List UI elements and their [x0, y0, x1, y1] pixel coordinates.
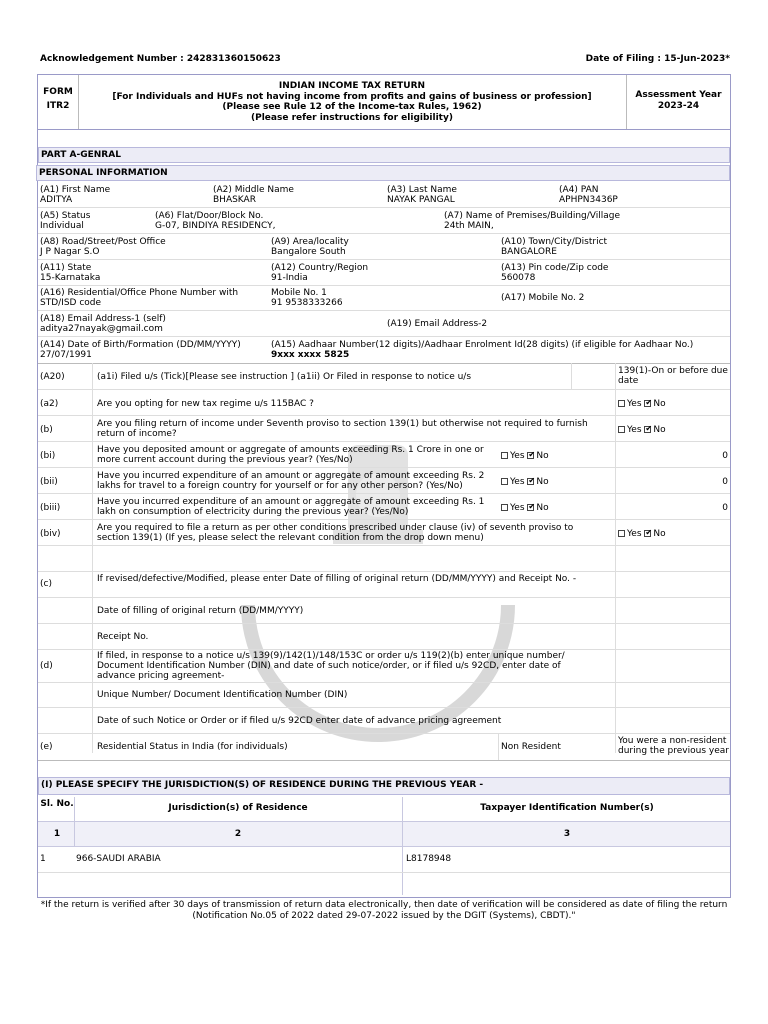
- no-label: No: [653, 425, 666, 435]
- b-text: Are you filing return of income under Seventh proviso to section 139(1) but otherwise not required to furnish return of income?: [97, 419, 588, 439]
- assessment-year-value: 2023-24: [657, 101, 700, 111]
- bii-amount: 0: [722, 477, 728, 487]
- bii-text: Have you incurred expenditure of an amount or aggregate of amount exceeding Rs. 2 lakhs for travel to a foreign country for yourself or for any other person? (Yes/No): [97, 471, 485, 491]
- assessment-year-label: Assessment Year: [635, 90, 722, 100]
- a2-text: Are you opting for new tax regime u/s 115BAC ?: [97, 399, 314, 409]
- no-checkbox-checked[interactable]: [527, 452, 534, 459]
- acknowledgement-bar: [40, 54, 730, 64]
- yes-checkbox[interactable]: [501, 452, 508, 459]
- middle-name-field: [213, 185, 294, 205]
- d-code: (d): [40, 661, 53, 671]
- pan-value: APHPN3436P: [559, 195, 618, 205]
- no-label: No: [536, 503, 549, 513]
- jurisdiction-row-tin: L8178948: [406, 854, 452, 864]
- bi-code: (bi): [40, 451, 56, 461]
- jurisdiction-row-sl: 1: [40, 854, 46, 864]
- yes-checkbox[interactable]: [501, 504, 508, 511]
- email2-label: (A19) Email Address-2: [387, 319, 488, 329]
- e-text: Residential Status in India (for individuals): [97, 742, 288, 752]
- bii-code: (bii): [40, 477, 58, 487]
- c-code: (c): [40, 579, 52, 589]
- state-value: 15-Karnataka: [40, 273, 101, 283]
- status-field: [40, 211, 90, 231]
- bi-text: Have you deposited amount or aggregate of amounts exceeding Rs. 1 Crore in one or more current account during the previous year? (Yes/No): [97, 445, 484, 465]
- yes-checkbox[interactable]: [618, 530, 625, 537]
- town-city-value: BANGALORE: [501, 247, 557, 257]
- col-number: 1: [53, 829, 61, 839]
- acknowledgement-number: Acknowledgement Number : 242831360150623: [40, 54, 281, 64]
- country-value: 91-India: [271, 273, 308, 283]
- form-header: [38, 75, 730, 130]
- first-name-label: (A1) First Name: [40, 185, 111, 195]
- new-regime-yesno: [618, 399, 666, 409]
- title-line: (Please refer instructions for eligibility): [251, 112, 453, 123]
- road-street-value: J P Nagar S.O: [40, 247, 100, 257]
- biii-amount: 0: [722, 503, 728, 513]
- email1-value: aditya27nayak@gmail.com: [40, 324, 163, 334]
- flat-door-value: G-07, BINDIYA RESIDENCY,: [155, 221, 276, 231]
- yes-label: Yes: [510, 477, 525, 487]
- aadhaar-field: [271, 340, 693, 360]
- biv-yesno: [618, 529, 666, 539]
- c-text: If revised/defective/Modified, please enter Date of filling of original return (DD/MM/YYYY) and Receipt No. -: [97, 574, 577, 584]
- bi-yesno: [501, 451, 549, 461]
- state-field: [40, 263, 100, 283]
- title-line: [For Individuals and HUFs not having income from profits and gains of business or profession]: [112, 91, 592, 102]
- e-code: (e): [40, 742, 53, 752]
- aadhaar-label: (A15) Aadhaar Number(12 digits)/Aadhaar Enrolment Id(28 digits) (if eligible for Aadhaar No.): [271, 340, 694, 350]
- assessment-year-box: [626, 75, 730, 129]
- residential-status-note: You were a non-resident during the previous year: [618, 736, 729, 756]
- middle-name-value: BHASKAR: [213, 195, 256, 205]
- last-name-label: (A3) Last Name: [387, 185, 457, 195]
- pincode-value: 560078: [501, 273, 536, 283]
- yes-checkbox[interactable]: [618, 400, 625, 407]
- jurisdiction-heading: (I) PLEASE SPECIFY THE JURISDICTION(S) OF RESIDENCE DURING THE PREVIOUS YEAR -: [38, 777, 730, 795]
- mobile1-value: 91 9538333266: [271, 298, 343, 308]
- last-name-field: [387, 185, 457, 205]
- town-city-field: [501, 237, 607, 257]
- area-field: [271, 237, 349, 257]
- premises-label: (A7) Name of Premises/Building/Village: [444, 211, 621, 221]
- no-label: No: [653, 399, 666, 409]
- title-line: INDIAN INCOME TAX RETURN: [278, 81, 426, 91]
- dob-field: [40, 340, 241, 360]
- biii-yesno: [501, 503, 549, 513]
- state-label: (A11) State: [40, 263, 92, 273]
- no-label: No: [536, 451, 549, 461]
- biii-code: (biii): [40, 503, 61, 513]
- biii-text: Have you incurred expenditure of an amount or aggregate of amount exceeding Rs. 1 lakh on consumption of electricity during the previous year? (Yes/No): [97, 497, 485, 517]
- mobile1-label: Mobile No. 1: [271, 288, 327, 298]
- mobile1-field: [271, 288, 343, 308]
- c-original-date-label: Date of filling of original return (DD/MM/YYYY): [97, 606, 304, 616]
- col-header-sl-no: Sl. No.: [40, 799, 74, 809]
- filing-date: Date of Filing : 15-Jun-2023*: [585, 54, 730, 64]
- yes-label: Yes: [510, 503, 525, 513]
- footnote: *If the return is verified after 30 days of transmission of return data electronically, then date of verification will be considered as date of filing the return (Notification No.05 of 2022 dated 29-07-2022 issued by the DGIT (Systems), CBDT).": [40, 900, 728, 921]
- c-receipt-label: Receipt No.: [97, 632, 149, 642]
- return-form: [37, 74, 731, 898]
- premises-field: [444, 211, 620, 231]
- town-city-label: (A10) Town/City/District: [501, 237, 608, 247]
- d-notice-date-label: Date of such Notice or Order or if filed u/s 92CD enter date of advance pricing agreement: [97, 716, 502, 726]
- biv-text: Are you required to file a return as per other conditions prescribed under clause (iv) of seventh proviso to section 139(1) (If yes, please select the relevant condition from the drop down menu): [97, 523, 574, 543]
- yes-label: Yes: [627, 529, 642, 539]
- col-number: 2: [234, 829, 242, 839]
- email1-label: (A18) Email Address-1 (self): [40, 314, 166, 324]
- pincode-field: [501, 263, 608, 283]
- middle-name-label: (A2) Middle Name: [213, 185, 294, 195]
- residential-status-value: Non Resident: [501, 742, 561, 752]
- form-label: FORM: [43, 87, 73, 97]
- b-code: (b): [40, 425, 53, 435]
- pan-field: [559, 185, 618, 205]
- no-label: No: [536, 477, 549, 487]
- form-title: [78, 75, 626, 129]
- d-text: If filed, in response to a notice u/s 139(9)/142(1)/148/153C or order u/s 119(2)(b) enter unique number/ Document Identification Number (DIN) and date of such notice/order, or if filed u/s 92CD, enter date of advance pricing agreement-: [97, 651, 565, 681]
- mobile2-label: (A17) Mobile No. 2: [501, 293, 585, 303]
- yes-checkbox[interactable]: [501, 478, 508, 485]
- dob-label: (A14) Date of Birth/Formation (DD/MM/YYYY): [40, 340, 241, 350]
- title-line: (Please see Rule 12 of the Income-tax Rules, 1962): [222, 102, 482, 112]
- bii-yesno: [501, 477, 549, 487]
- last-name-value: NAYAK PANGAL: [387, 195, 455, 205]
- part-a-heading: PART A-GENRAL: [38, 147, 730, 163]
- road-street-label: (A8) Road/Street/Post Office: [40, 237, 166, 247]
- area-value: Bangalore South: [271, 247, 346, 257]
- jurisdiction-row-country: 966-SAUDI ARABIA: [76, 854, 161, 864]
- col-number: 3: [563, 829, 571, 839]
- no-checkbox-checked[interactable]: [644, 400, 651, 407]
- yes-label: Yes: [627, 399, 642, 409]
- area-label: (A9) Area/locality: [271, 237, 349, 247]
- yes-label: Yes: [510, 451, 525, 461]
- personal-information-heading: PERSONAL INFORMATION: [36, 165, 730, 181]
- pincode-label: (A13) Pin code/Zip code: [501, 263, 609, 273]
- seventh-proviso-yesno: [618, 425, 666, 435]
- country-label: (A12) Country/Region: [271, 263, 369, 273]
- yes-label: Yes: [627, 425, 642, 435]
- no-checkbox-checked[interactable]: [527, 478, 534, 485]
- first-name-field: [40, 185, 110, 205]
- a20-code: (A20): [40, 372, 65, 382]
- no-checkbox-checked[interactable]: [644, 530, 651, 537]
- form-code: ITR2: [46, 101, 70, 111]
- col-header-jurisdiction: Jurisdiction(s) of Residence: [168, 803, 308, 813]
- no-checkbox-checked[interactable]: [527, 504, 534, 511]
- no-label: No: [653, 529, 666, 539]
- dob-value: 27/07/1991: [40, 350, 92, 360]
- first-name-value: ADITYA: [40, 195, 73, 205]
- phone-field: (A16) Residential/Office Phone Number with STD/ISD code: [40, 288, 239, 308]
- road-street-field: [40, 237, 166, 257]
- form-id-box: [38, 75, 79, 129]
- premises-value: 24th MAIN,: [444, 221, 494, 231]
- flat-door-field: [155, 211, 276, 231]
- a20-filed-under: 139(1)-On or before due date: [618, 366, 728, 386]
- bi-amount: 0: [722, 451, 728, 461]
- email1-field: [40, 314, 166, 334]
- country-field: [271, 263, 368, 283]
- status-value: Individual: [40, 221, 84, 231]
- pan-label: (A4) PAN: [559, 185, 599, 195]
- biv-code: (biv): [40, 529, 61, 539]
- d-din-label: Unique Number/ Document Identification Number (DIN): [97, 690, 348, 700]
- no-checkbox-checked[interactable]: [644, 426, 651, 433]
- flat-door-label: (A6) Flat/Door/Block No.: [155, 211, 264, 221]
- col-header-tin: Taxpayer Identification Number(s): [480, 803, 654, 813]
- status-label: (A5) Status: [40, 211, 91, 221]
- aadhaar-value: 9xxx xxxx 5825: [271, 350, 350, 360]
- yes-checkbox[interactable]: [618, 426, 625, 433]
- a20-text: (a1i) Filed u/s (Tick)[Please see instruction ] (a1ii) Or Filed in response to notice u/s: [97, 372, 472, 382]
- a2-code: (a2): [40, 399, 59, 409]
